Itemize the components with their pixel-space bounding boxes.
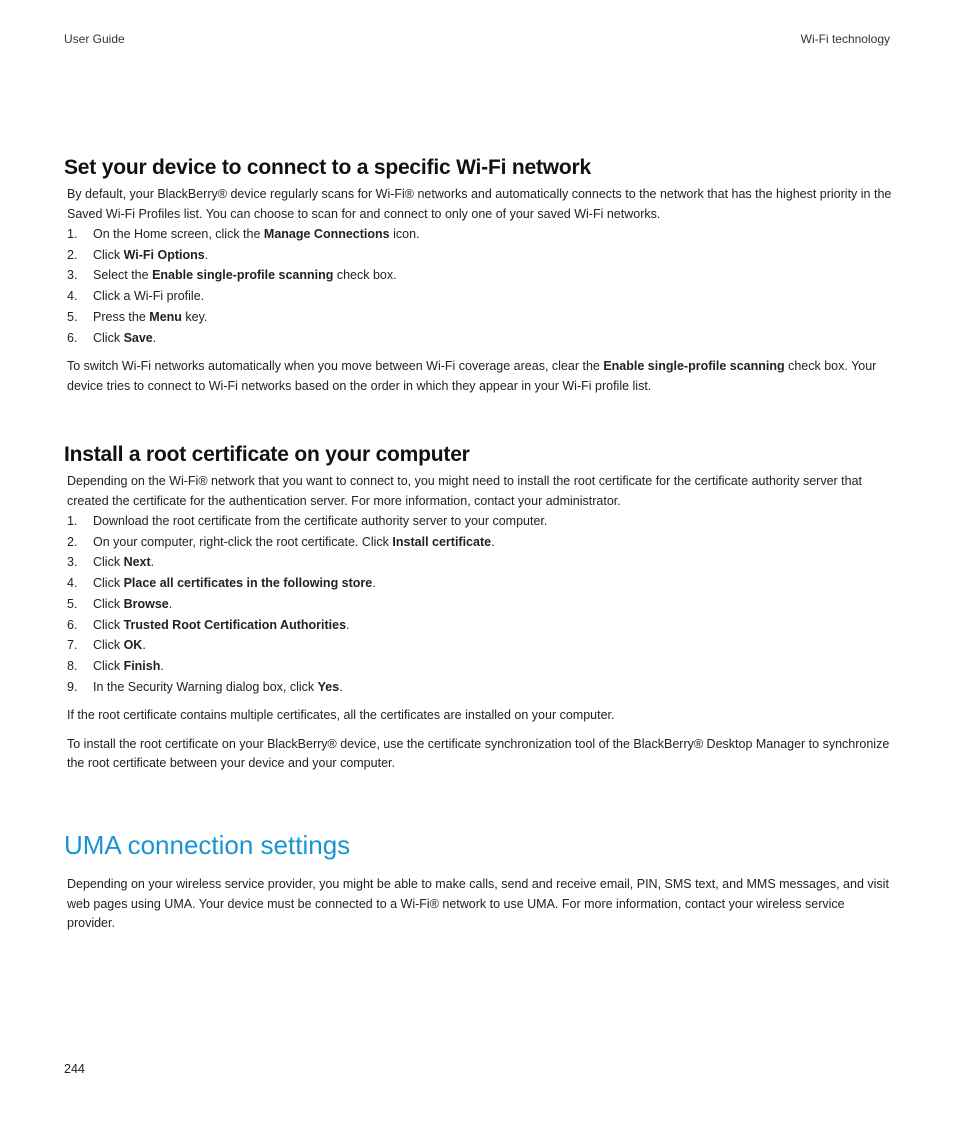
list-item: 6. Click Trusted Root Certification Authorities.	[67, 617, 350, 632]
section-wifi-connect	[64, 156, 894, 396]
section-title: Set your device to connect to a specific Wi-Fi network	[64, 156, 591, 179]
list-item: 4. Click Place all certificates in the following store.	[67, 576, 376, 591]
list-item: 2. Click Wi-Fi Options.	[67, 247, 209, 262]
section-uma-settings	[64, 830, 894, 934]
list-item: 1. On the Home screen, click the Manage Connections icon.	[67, 227, 420, 241]
chapter-title: UMA connection settings	[64, 830, 351, 860]
section-root-certificate	[64, 443, 894, 774]
list-item: 2. On your computer, right-click the root certificate. Click Install certificate.	[67, 534, 495, 549]
section-note: If the root certificate contains multiple certificates, all the certificates are installed on your computer.	[67, 708, 615, 723]
list-item: 9. In the Security Warning dialog box, click Yes.	[67, 679, 343, 694]
section-title: Install a root certificate on your computer	[64, 443, 470, 466]
list-item: 8. Click Finish.	[67, 658, 164, 673]
list-item: 3. Click Next.	[67, 555, 155, 570]
page-number: 244	[64, 1062, 85, 1076]
list-item: 6. Click Save.	[67, 330, 157, 345]
section-note: To install the root certificate on your BlackBerry® device, use the certificate synchronization tool of the BlackBerry® Desktop Manager to synchronize the root certificate between your device and your computer.	[67, 736, 890, 771]
list-item: 3. Select the Enable single-profile scanning check box.	[67, 268, 397, 283]
section-intro: Depending on the Wi-Fi® network that you want to connect to, you might need to install the root certificate for the certificate authority server that created the certificate for the authentication server. For more information, contact your administrator.	[67, 474, 863, 508]
header-chapter-title: Wi-Fi technology	[800, 32, 890, 46]
list-item: 5. Press the Menu key.	[67, 309, 208, 324]
steps-list	[64, 511, 894, 697]
header-guide-title: User Guide	[64, 32, 125, 46]
list-item: 1. Download the root certificate from the certificate authority server to your computer.	[67, 514, 548, 528]
list-item: 7. Click OK.	[67, 638, 146, 653]
section-note: To switch Wi-Fi networks automatically when you move between Wi-Fi coverage areas, clear the Enable single-profile scanning check box. Your device tries to connect to Wi-Fi networks based on the order in which they appear in your Wi-Fi profile list.	[67, 359, 877, 393]
section-body: Depending on your wireless service provider, you might be able to make calls, send and receive email, PIN, SMS text, and MMS messages, and visit web pages using UMA. Your device must be connected to a Wi-Fi® network to use UMA. For more information, contact your wireless service provider.	[67, 877, 889, 930]
steps-list	[64, 224, 894, 348]
list-item: 4. Click a Wi-Fi profile.	[67, 289, 205, 304]
list-item: 5. Click Browse.	[67, 596, 173, 611]
section-intro: By default, your BlackBerry® device regularly scans for Wi-Fi® networks and automatically connects to the network that has the highest priority in the Saved Wi-Fi Profiles list. You can choose to scan for and connect to only one of your saved Wi-Fi networks.	[67, 187, 892, 221]
